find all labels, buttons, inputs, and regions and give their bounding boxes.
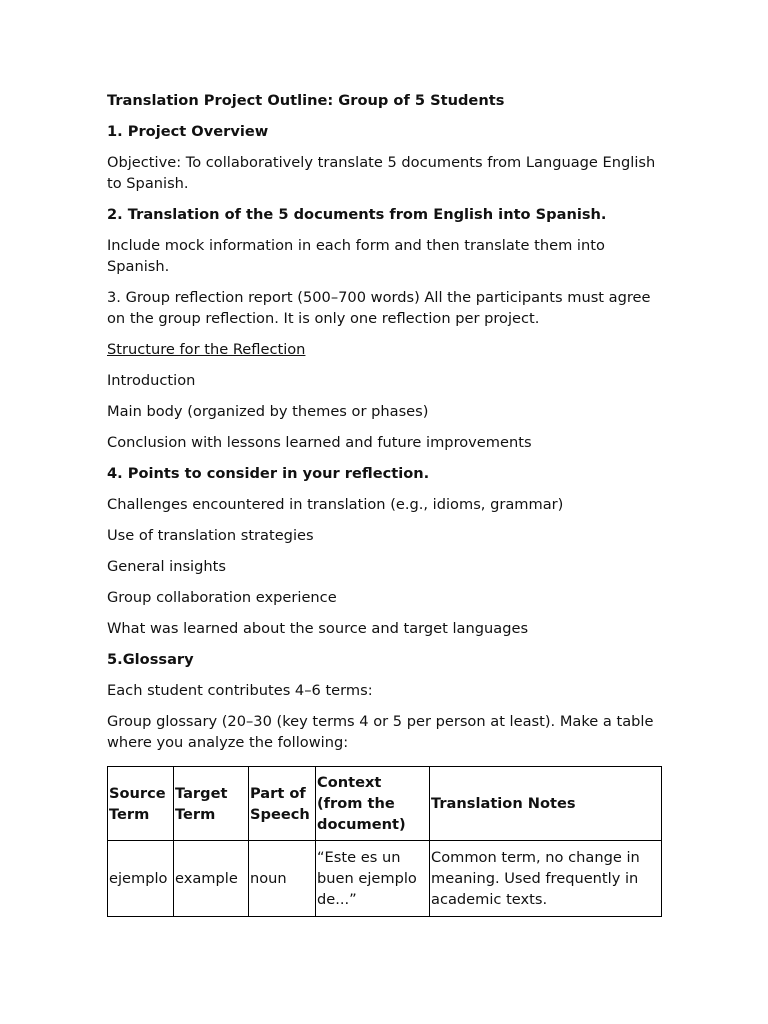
- section-heading-glossary: 5.Glossary: [107, 651, 194, 668]
- reflection-point: What was learned about the source and target languages: [107, 620, 529, 637]
- reflection-point: Group collaboration experience: [107, 589, 337, 606]
- reflection-point: General insights: [107, 558, 226, 575]
- structure-item: Conclusion with lessons learned and future improvements: [107, 434, 532, 451]
- document-title: Translation Project Outline: Group of 5 Students: [107, 92, 505, 109]
- structure-item: Main body (organized by themes or phases): [107, 403, 429, 420]
- cell-target-term: example: [174, 841, 249, 917]
- reflection-report-text: 3. Group reflection report (500–700 words) All the participants must agree on the group reflection. It is only one reflection per project.: [107, 289, 651, 327]
- cell-translation-notes: Common term, no change in meaning. Used frequently in academic texts.: [430, 841, 662, 917]
- table-header-row: [108, 767, 662, 841]
- structure-item: Introduction: [107, 372, 196, 389]
- header-translation-notes: Translation Notes: [430, 767, 662, 841]
- reflection-point: Use of translation strategies: [107, 527, 314, 544]
- section-heading-reflection-points: 4. Points to consider in your reflection.: [107, 465, 430, 482]
- section-heading-translation: 2. Translation of the 5 documents from English into Spanish.: [107, 206, 607, 223]
- header-part-of-speech: Part of Speech: [249, 767, 316, 841]
- section-heading-project-overview: 1. Project Overview: [107, 123, 269, 140]
- reflection-point: Challenges encountered in translation (e.g., idioms, grammar): [107, 496, 564, 513]
- cell-part-of-speech: noun: [249, 841, 316, 917]
- glossary-instructions: Group glossary (20–30 (key terms 4 or 5 per person at least). Make a table where you analyze the following:: [107, 713, 654, 751]
- table-row: [108, 841, 662, 917]
- structure-heading: Structure for the Reflection: [107, 341, 306, 358]
- document-page: [107, 90, 667, 917]
- translation-instructions: Include mock information in each form and then translate them into Spanish.: [107, 237, 605, 275]
- header-target-term: Target Term: [174, 767, 249, 841]
- cell-source-term: ejemplo: [108, 841, 174, 917]
- cell-context: “Este es un buen ejemplo de...”: [316, 841, 430, 917]
- glossary-table: [107, 766, 662, 917]
- objective-text: Objective: To collaboratively translate 5 documents from Language English to Spanish.: [107, 154, 656, 192]
- glossary-intro: Each student contributes 4–6 terms:: [107, 682, 373, 699]
- header-context: Context (from the document): [316, 767, 430, 841]
- header-source-term: Source Term: [108, 767, 174, 841]
